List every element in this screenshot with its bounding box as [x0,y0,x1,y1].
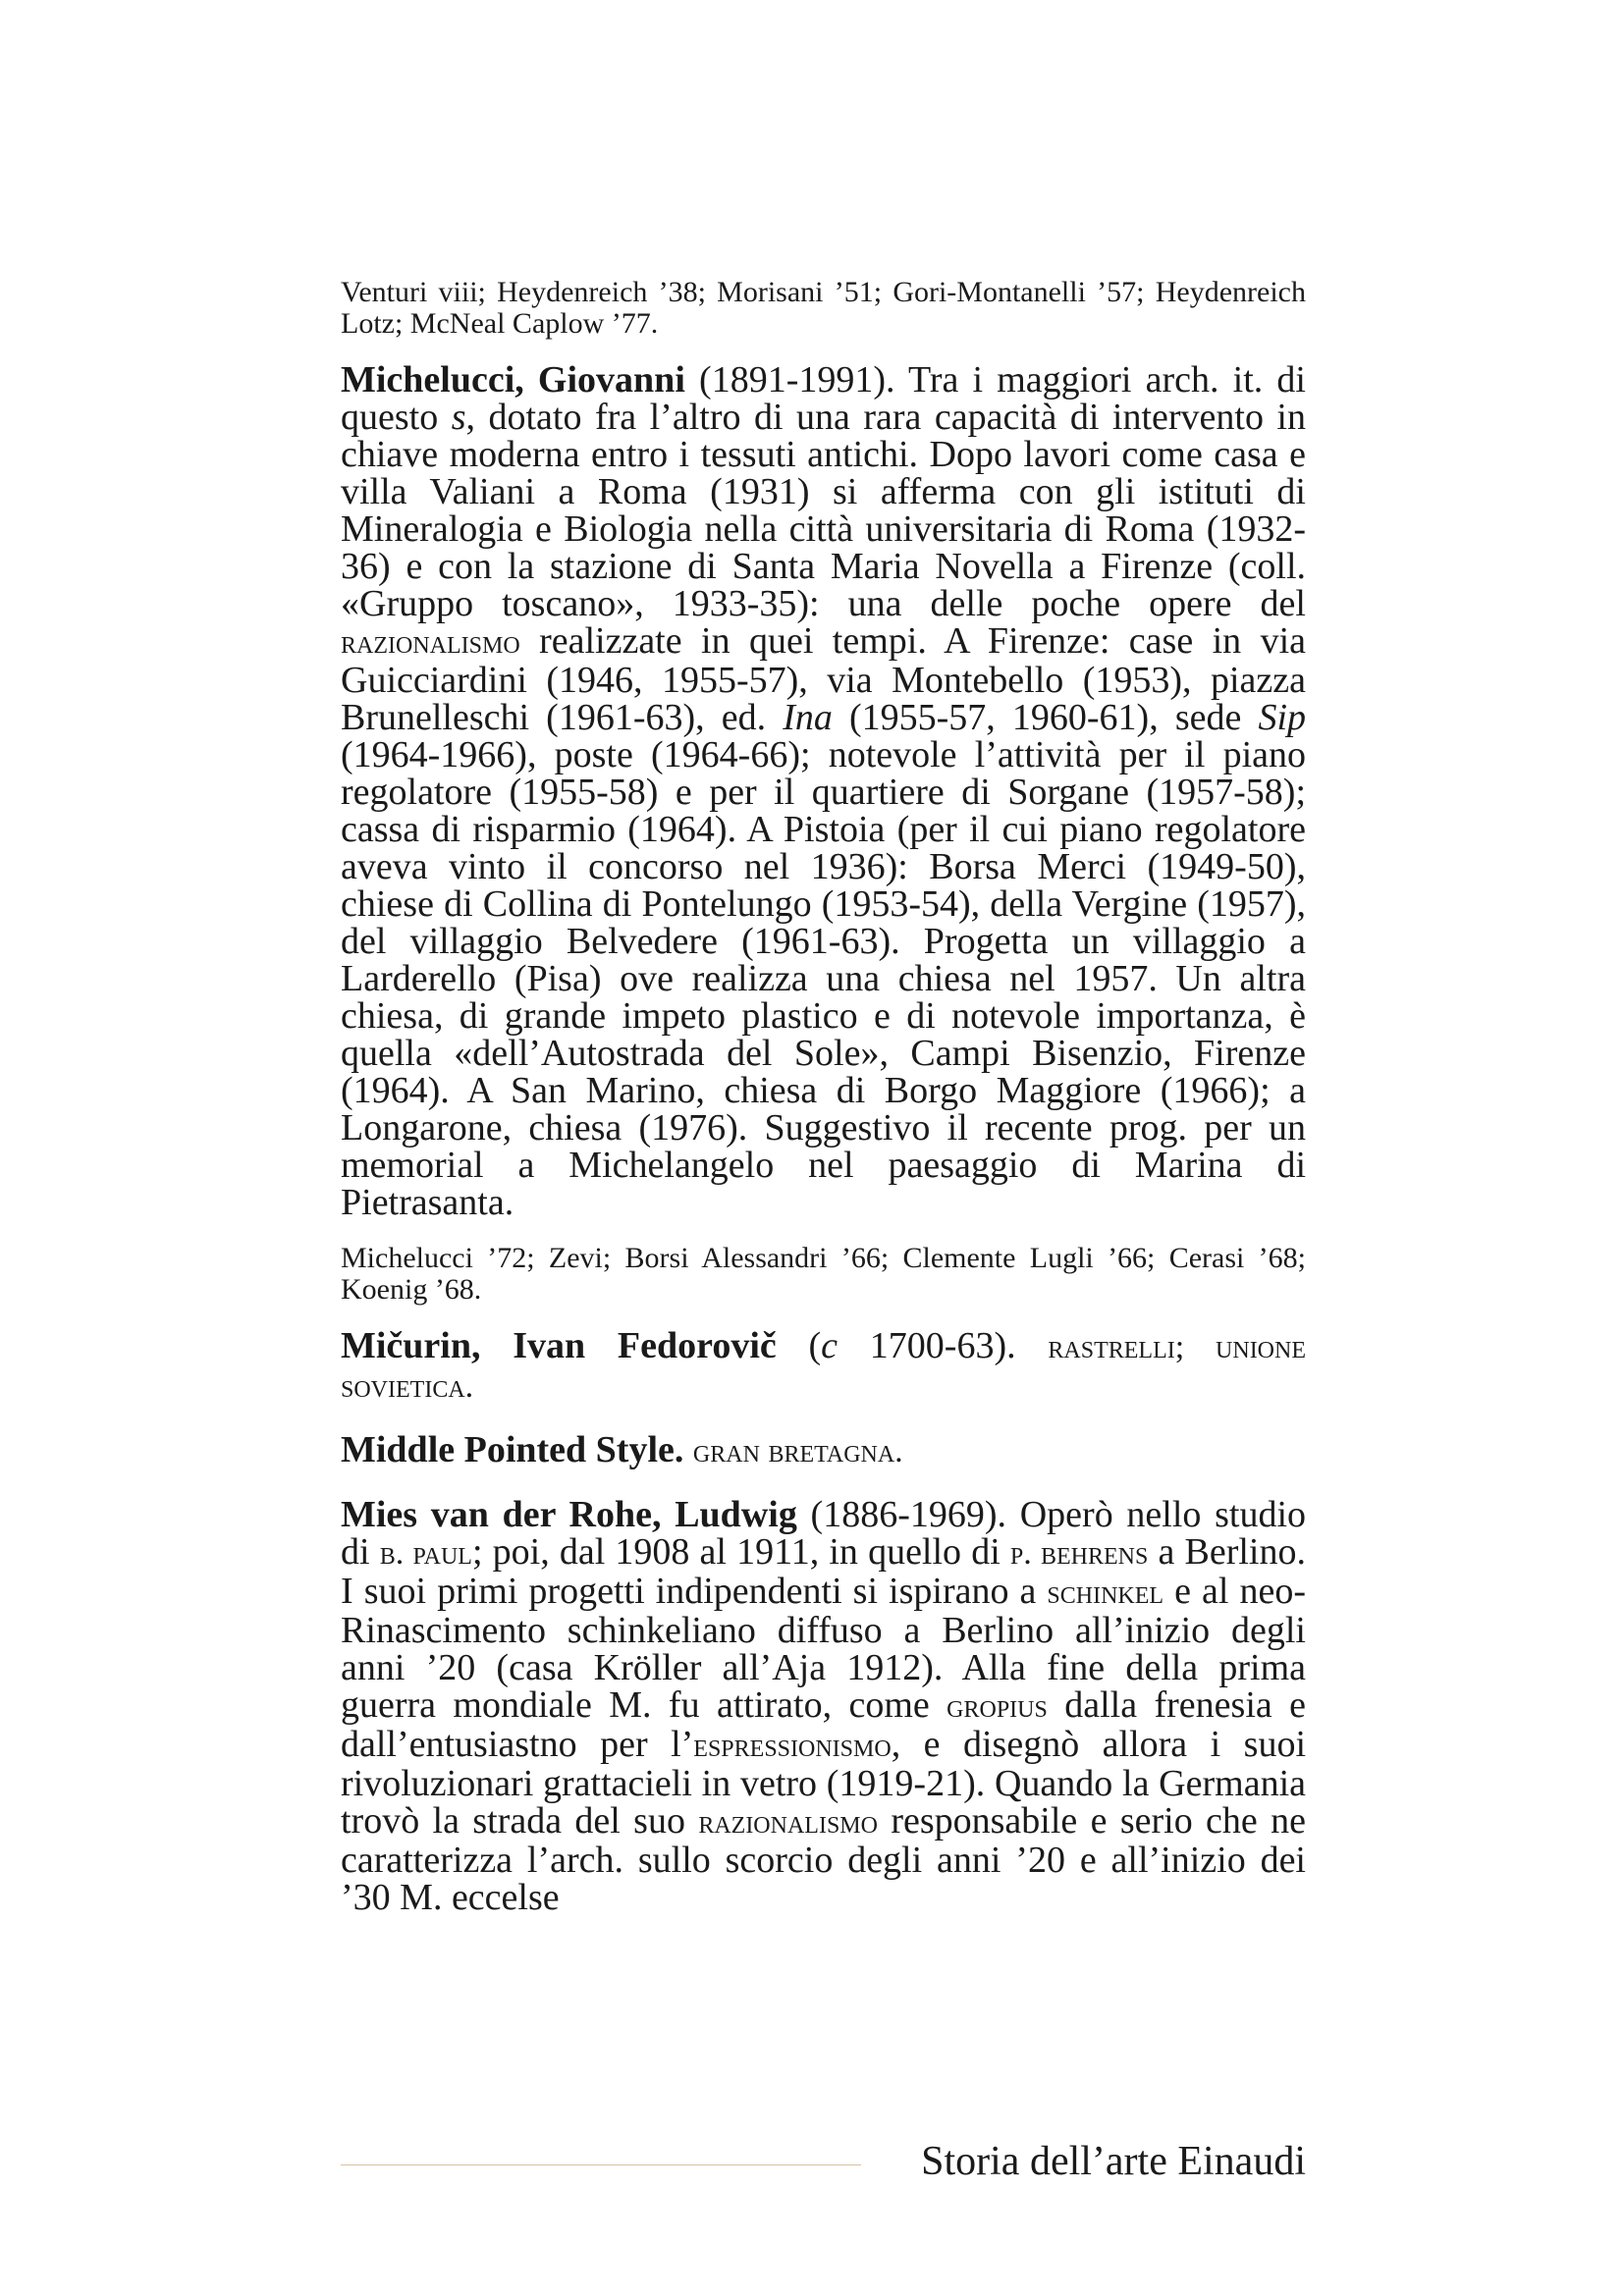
crossref-gropius: gropius [947,1688,1048,1725]
entry-middle-pointed-style [341,1431,1306,1470]
entry-mies: Mies van der Rohe, Ludwig (1886-1969). Operò nello studio di b. paul; poi, dal 1908 al 1911, in quello di p. behrens a Berlino. I suoi primi progetti indipendenti si ispirano a schinkel e al neo-Rinascimento schinkeliano diffuso a Berlino all’inizio degli anni ’20 (casa Kröller all’Aja 1912). Alla fine della prima guerra mondiale M. fu attirato, come gropius dalla frenesia e dall’entusiastno per l’espressionismo, e disegnò allora i suoi rivoluzionari grattacieli in vetro (1919-21). Quando la Germania trovò la strada del suo razionalismo responsabile e serio che ne caratterizza l’arch. sullo scorcio degli anni ’20 e all’inizio dei ’30 M. eccelse [341,1494,1307,1918]
crossref-rastrelli: rastrelli; unione sovietica. [341,1329,1307,1405]
headword-michelucci: Michelucci, Giovanni [341,359,685,400]
bibliography-michelucci: Michelucci ’72; Zevi; Borsi Alessandri ’66; Clemente Lugli ’66; Cerasi ’68; Koenig ’68. [341,1242,1306,1306]
headword-mies: Mies van der Rohe, Ludwig [341,1494,797,1535]
crossref-schinkel: schinkel [1047,1575,1164,1611]
crossref-razionalismo: razionalismo [341,624,520,661]
headword-micurin: Mičurin, Ivan Fedorovič [341,1325,777,1366]
crossref-behrens: p. behrens [1009,1535,1149,1572]
text-column [341,277,1306,1938]
crossref-razionalismo-2: razionalismo [698,1804,878,1841]
bibliography-venturi: Venturi viii; Heydenreich ’38; Morisani ’51; Gori-Montanelli ’57; Heydenreich Lotz; McNeal Caplow ’77. [341,276,1306,340]
crossref-espressionismo: espressionismo [693,1728,892,1764]
entry-micurin: Mičurin, Ivan Fedorovič (c 1700-63). rastrelli; unione sovietica. [341,1325,1307,1405]
crossref-gran-bretagna: gran bretagna. [692,1433,903,1469]
crossref-paul: b. paul [379,1535,472,1572]
footer-publisher: Storia dell’arte Einaudi [921,2139,1306,2184]
footer-rule [341,2164,861,2165]
entry-michelucci: Michelucci, Giovanni (1891-1991). Tra i maggiori arch. it. di questo s, dotato fra l’altro di una rara capacità di intervento in chiave moderna entro i tessuti antichi. Dopo lavori come casa e villa Valiani a Roma (1931) si afferma con gli istituti di Mineralogia e Biologia nella città universitaria di Roma (1932-36) e con la stazione di Santa Maria Novella a Firenze (coll. «Gruppo toscano», 1933-35): una delle poche opere del razionalismo realizzate in quei tempi. A Firenze: case in via Guicciardini (1946, 1955-57), via Montebello (1953), piazza Brunelleschi (1961-63), ed. Ina (1955-57, 1960-61), sede Sip (1964-1966), poste (1964-66); notevole l’attività per il piano regolatore (1955-58) e per il quartiere di Sorgane (1957-58); cassa di risparmio (1964). A Pistoia (per il cui piano regolatore aveva vinto il concorso nel 1936): Borsa Merci (1949-50), chiese di Collina di Pontelungo (1953-54), della Vergine (1957), del villaggio Belvedere (1961-63). Progetta un villaggio a Larderello (Pisa) ove realizza una chiesa nel 1957. Un altra chiesa, di grande impeto plastico e di notevole importanza, è quella «dell’Autostrada del Sole», Campi Bisenzio, Firenze (1964). A San Marino, chiesa di Borgo Maggiore (1966); a Longarone, chiesa (1976). Suggestivo il recente prog. per un memorial a Michelangelo nel paesaggio di Marina di Pietrasanta. [341,359,1307,1223]
headword-middle-pointed: Middle Pointed Style. [341,1429,684,1470]
